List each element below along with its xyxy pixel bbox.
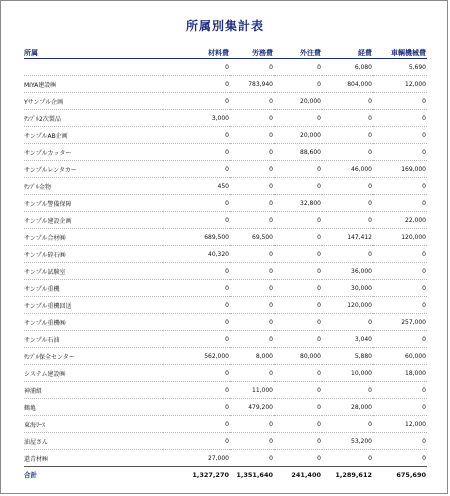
amount-cell: 0 <box>373 450 427 467</box>
amount-cell: 0 <box>322 93 373 110</box>
amount-cell: 0 <box>230 195 274 212</box>
amount-cell: 11,000 <box>230 382 274 399</box>
amount-cell: 0 <box>373 195 427 212</box>
amount-cell: 0 <box>230 59 274 76</box>
amount-cell: 0 <box>274 59 322 76</box>
amount-cell: 0 <box>230 161 274 178</box>
amount-cell: 0 <box>274 161 322 178</box>
amount-cell: 30,000 <box>322 280 373 297</box>
amount-cell: 0 <box>163 263 230 280</box>
amount-cell: 0 <box>322 144 373 161</box>
amount-cell: 0 <box>322 178 373 195</box>
total-cell: 1,351,640 <box>230 467 274 483</box>
amount-cell: 804,000 <box>322 76 373 93</box>
amount-cell: 120,000 <box>322 297 373 314</box>
affiliation-cell: 油屋さん <box>24 433 163 450</box>
affiliation-cell: MIYA建設㈱ <box>24 76 163 93</box>
affiliation-cell: システム建設㈱ <box>24 365 163 382</box>
amount-cell: 0 <box>274 297 322 314</box>
table-row <box>24 280 427 297</box>
affiliation-cell: Yサンプル企画 <box>24 93 163 110</box>
amount-cell: 0 <box>230 280 274 297</box>
affiliation-cell: サンプル警備保障 <box>24 195 163 212</box>
table-row <box>24 263 427 280</box>
affiliation-cell: ｻﾝﾌﾟﾙ2次製品 <box>24 110 163 127</box>
affiliation-cell: サンプル試験室 <box>24 263 163 280</box>
amount-cell: 0 <box>274 110 322 127</box>
amount-cell: 120,000 <box>373 229 427 246</box>
amount-cell: 0 <box>373 144 427 161</box>
amount-cell: 0 <box>322 246 373 263</box>
amount-cell: 53,200 <box>322 433 373 450</box>
table-row <box>24 399 427 416</box>
amount-cell: 0 <box>230 450 274 467</box>
amount-cell: 0 <box>322 450 373 467</box>
amount-cell: 479,200 <box>230 399 274 416</box>
amount-cell: 3,000 <box>163 110 230 127</box>
amount-cell: 169,000 <box>373 161 427 178</box>
total-row <box>24 467 427 483</box>
amount-cell: 40,320 <box>163 246 230 263</box>
amount-cell: 10,000 <box>322 365 373 382</box>
amount-cell: 0 <box>274 263 322 280</box>
amount-cell: 0 <box>163 399 230 416</box>
table-row <box>24 195 427 212</box>
table-row <box>24 433 427 450</box>
total-cell: 675,690 <box>373 467 427 483</box>
amount-cell: 0 <box>373 297 427 314</box>
total-cell: 1,327,270 <box>163 467 230 483</box>
amount-cell: 0 <box>274 212 322 229</box>
amount-cell: 562,000 <box>163 348 230 365</box>
amount-cell: 0 <box>163 161 230 178</box>
amount-cell: 0 <box>373 110 427 127</box>
amount-cell: 0 <box>163 280 230 297</box>
amount-cell: 0 <box>230 246 274 263</box>
amount-cell: 0 <box>163 212 230 229</box>
amount-cell: 0 <box>322 212 373 229</box>
amount-cell: 0 <box>274 416 322 433</box>
amount-cell: 22,000 <box>373 212 427 229</box>
amount-cell: 0 <box>274 365 322 382</box>
column-header-subcontract-cost: 外注費 <box>274 44 322 59</box>
amount-cell: 0 <box>274 280 322 297</box>
summary-table <box>24 44 427 482</box>
amount-cell: 147,412 <box>322 229 373 246</box>
amount-cell: 12,000 <box>373 76 427 93</box>
affiliation-cell: サンプル重機㈱ <box>24 314 163 331</box>
amount-cell: 0 <box>373 93 427 110</box>
column-header-material-cost: 材料費 <box>163 44 230 59</box>
amount-cell: 5,880 <box>322 348 373 365</box>
affiliation-cell: サンプルAB企画 <box>24 127 163 144</box>
table-row <box>24 297 427 314</box>
amount-cell: 689,500 <box>163 229 230 246</box>
affiliation-cell: ｻﾝﾌﾟﾙ金物 <box>24 178 163 195</box>
amount-cell: 3,040 <box>322 331 373 348</box>
amount-cell: 0 <box>322 110 373 127</box>
amount-cell: 0 <box>230 212 274 229</box>
amount-cell: 257,000 <box>373 314 427 331</box>
amount-cell: 0 <box>373 127 427 144</box>
amount-cell: 0 <box>163 297 230 314</box>
affiliation-cell: 鶴亀 <box>24 399 163 416</box>
amount-cell: 20,000 <box>274 127 322 144</box>
amount-cell: 0 <box>163 382 230 399</box>
amount-cell: 32,800 <box>274 195 322 212</box>
amount-cell: 8,000 <box>230 348 274 365</box>
amount-cell: 0 <box>322 314 373 331</box>
amount-cell: 0 <box>274 331 322 348</box>
amount-cell: 0 <box>163 433 230 450</box>
amount-cell: 0 <box>373 382 427 399</box>
amount-cell: 0 <box>163 76 230 93</box>
table-row <box>24 348 427 365</box>
amount-cell: 0 <box>163 127 230 144</box>
amount-cell: 0 <box>373 331 427 348</box>
table-row <box>24 212 427 229</box>
amount-cell: 20,000 <box>274 93 322 110</box>
amount-cell: 0 <box>163 93 230 110</box>
amount-cell: 0 <box>163 365 230 382</box>
affiliation-cell: サンプルレンタカー <box>24 161 163 178</box>
table-row <box>24 416 427 433</box>
table-row <box>24 331 427 348</box>
table-row <box>24 365 427 382</box>
amount-cell: 36,000 <box>322 263 373 280</box>
amount-cell: 0 <box>373 178 427 195</box>
amount-cell: 0 <box>274 399 322 416</box>
amount-cell: 27,000 <box>163 450 230 467</box>
amount-cell: 0 <box>274 382 322 399</box>
amount-cell: 0 <box>373 399 427 416</box>
amount-cell: 0 <box>230 314 274 331</box>
table-row <box>24 161 427 178</box>
amount-cell: 6,080 <box>322 59 373 76</box>
amount-cell: 0 <box>322 382 373 399</box>
amount-cell: 0 <box>274 433 322 450</box>
amount-cell: 0 <box>322 195 373 212</box>
total-cell: 241,400 <box>274 467 322 483</box>
table-row <box>24 93 427 110</box>
amount-cell: 0 <box>230 263 274 280</box>
amount-cell: 46,000 <box>322 161 373 178</box>
amount-cell: 0 <box>373 433 427 450</box>
total-label: 合計 <box>24 467 163 483</box>
total-cell: 1,289,612 <box>322 467 373 483</box>
amount-cell: 0 <box>230 433 274 450</box>
amount-cell: 88,600 <box>274 144 322 161</box>
amount-cell: 0 <box>230 93 274 110</box>
amount-cell: 0 <box>373 280 427 297</box>
affiliation-cell: サンプル砕石㈱ <box>24 246 163 263</box>
amount-cell: 783,940 <box>230 76 274 93</box>
amount-cell: 0 <box>322 416 373 433</box>
amount-cell: 12,000 <box>373 416 427 433</box>
amount-cell: 69,500 <box>230 229 274 246</box>
affiliation-cell: サンプル建設企画 <box>24 212 163 229</box>
affiliation-cell: 還青材㈱ <box>24 450 163 467</box>
amount-cell: 0 <box>230 416 274 433</box>
header-row <box>24 44 427 59</box>
amount-cell: 18,000 <box>373 365 427 382</box>
table-row <box>24 110 427 127</box>
amount-cell: 0 <box>274 314 322 331</box>
column-header-expenses: 経費 <box>322 44 373 59</box>
amount-cell: 60,000 <box>373 348 427 365</box>
table-row <box>24 382 427 399</box>
table-row <box>24 246 427 263</box>
amount-cell: 0 <box>163 314 230 331</box>
amount-cell: 0 <box>274 229 322 246</box>
amount-cell: 450 <box>163 178 230 195</box>
amount-cell: 0 <box>230 144 274 161</box>
affiliation-cell: 東海ﾘｰｽ <box>24 416 163 433</box>
amount-cell: 0 <box>230 331 274 348</box>
affiliation-cell: サンプル石油 <box>24 331 163 348</box>
amount-cell: 28,000 <box>322 399 373 416</box>
amount-cell: 0 <box>230 178 274 195</box>
affiliation-cell: ｻﾝﾌﾟﾙ保全センター <box>24 348 163 365</box>
amount-cell: 0 <box>230 297 274 314</box>
amount-cell: 0 <box>373 246 427 263</box>
affiliation-cell <box>24 59 163 76</box>
amount-cell: 0 <box>373 263 427 280</box>
amount-cell: 0 <box>230 110 274 127</box>
table-row <box>24 59 427 76</box>
amount-cell: 0 <box>274 450 322 467</box>
column-header-vehicle-machine-cost: 車輌機械費 <box>373 44 427 59</box>
column-header-labor-cost: 労務費 <box>230 44 274 59</box>
report-title: 所属別集計表 <box>185 19 264 33</box>
amount-cell: 0 <box>163 195 230 212</box>
amount-cell: 0 <box>163 144 230 161</box>
affiliation-cell: サンプル重機回送 <box>24 297 163 314</box>
amount-cell: 80,000 <box>274 348 322 365</box>
amount-cell: 0 <box>274 178 322 195</box>
amount-cell: 0 <box>230 127 274 144</box>
amount-cell: 0 <box>322 127 373 144</box>
amount-cell: 0 <box>274 246 322 263</box>
table-row <box>24 144 427 161</box>
table-row <box>24 314 427 331</box>
amount-cell: 5,690 <box>373 59 427 76</box>
affiliation-cell: サンプル重機 <box>24 280 163 297</box>
affiliation-cell: サンプルカッター <box>24 144 163 161</box>
table-row <box>24 76 427 93</box>
affiliation-cell: 神浦組 <box>24 382 163 399</box>
amount-cell: 0 <box>163 59 230 76</box>
column-header-affiliation: 所属 <box>24 44 163 59</box>
table-row <box>24 127 427 144</box>
amount-cell: 0 <box>274 76 322 93</box>
affiliation-cell: サンプル合材㈱ <box>24 229 163 246</box>
amount-cell: 0 <box>230 365 274 382</box>
table-row <box>24 229 427 246</box>
table-row <box>24 178 427 195</box>
amount-cell: 0 <box>163 416 230 433</box>
amount-cell: 0 <box>163 331 230 348</box>
table-row <box>24 450 427 467</box>
